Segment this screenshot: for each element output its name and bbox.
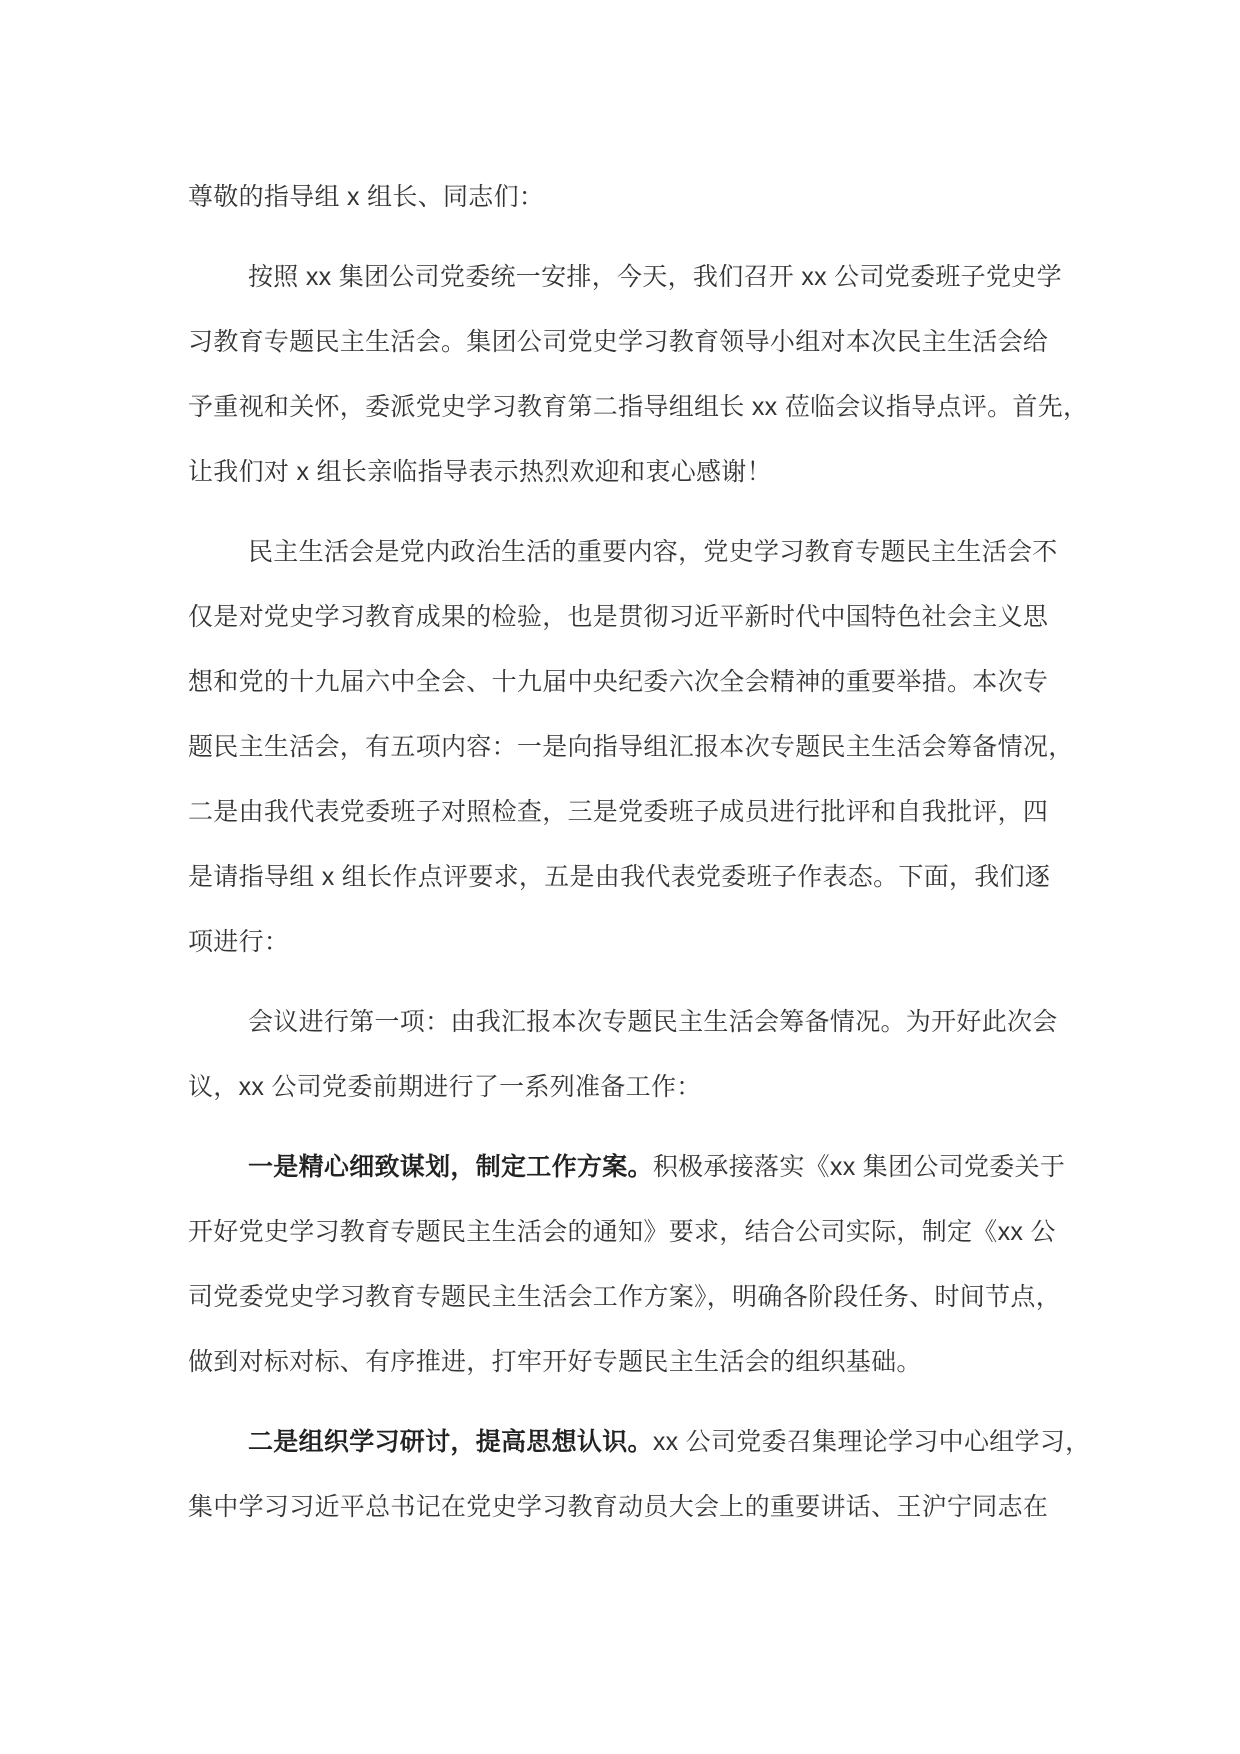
text-line: 让我们对 x 组长亲临指导表示热烈欢迎和衷心感谢！ — [188, 458, 772, 486]
text-line: 予重视和关怀，委派党史学习教育第二指导组组长 xx 莅临会议指导点评。首先， — [188, 393, 1089, 421]
text-line: 二是由我代表党委班子对照检查，三是党委班子成员进行批评和自我批评，四 — [188, 798, 1049, 826]
bold-heading: 二是组织学习研讨，提高思想认识。 — [248, 1428, 653, 1456]
text-line: 习教育专题民主生活会。集团公司党史学习教育领导小组对本次民主生活会给 — [188, 328, 1049, 356]
text-line: 是请指导组 x 组长作点评要求，五是由我代表党委班子作表态。下面，我们逐 — [188, 863, 1051, 891]
text-line — [188, 1135, 1088, 1200]
text-line — [188, 1410, 1091, 1475]
bold-heading: 一是精心细致谋划，制定工作方案。 — [248, 1153, 653, 1181]
text-line: 民主生活会是党内政治生活的重要内容，党史学习教育专题民主生活会不 — [248, 538, 1058, 566]
paragraph-agenda — [188, 520, 1088, 975]
text-line: 司党委党史学习教育专题民主生活会工作方案》，明确各阶段任务、时间节点， — [188, 1283, 1062, 1311]
text-line: 项进行： — [188, 928, 290, 956]
text-line: 按照 xx 集团公司党委统一安排，今天，我们召开 xx 公司党委班子党史学 — [248, 263, 1062, 291]
document-body — [188, 165, 1091, 1540]
paragraph-planning — [188, 1135, 1088, 1395]
text-line: 开好党史学习教育专题民主生活会的通知》要求，结合公司实际，制定《xx 公 — [188, 1218, 1056, 1246]
text-line: 想和党的十九届六中全会、十九届中央纪委六次全会精神的重要举措。本次专 — [188, 668, 1049, 696]
text-run: xx 公司党委召集理论学习中心组学习， — [652, 1428, 1091, 1456]
text-line: 会议进行第一项：由我汇报本次专题民主生活会筹备情况。为开好此次会 — [248, 1008, 1058, 1036]
paragraph-study — [188, 1410, 1091, 1540]
text-line: 集中学习习近平总书记在党史学习教育动员大会上的重要讲话、王沪宁同志在 — [188, 1493, 1049, 1521]
paragraph-intro — [188, 245, 1088, 505]
text-line: 仅是对党史学习教育成果的检验，也是贯彻习近平新时代中国特色社会主义思 — [188, 603, 1049, 631]
text-line: 题民主生活会，有五项内容：一是向指导组汇报本次专题民主生活会筹备情况， — [188, 733, 1074, 761]
greeting-paragraph — [188, 165, 1088, 230]
text-line: 议，xx 公司党委前期进行了一系列准备工作： — [188, 1073, 702, 1101]
greeting: 尊敬的指导组 x 组长、同志们： — [188, 183, 545, 211]
text-line: 做到对标对标、有序推进，打牢开好专题民主生活会的组织基础。 — [188, 1348, 922, 1376]
paragraph-item-one — [188, 990, 1088, 1120]
text-run: 积极承接落实《xx 集团公司党委关于 — [652, 1153, 1066, 1181]
